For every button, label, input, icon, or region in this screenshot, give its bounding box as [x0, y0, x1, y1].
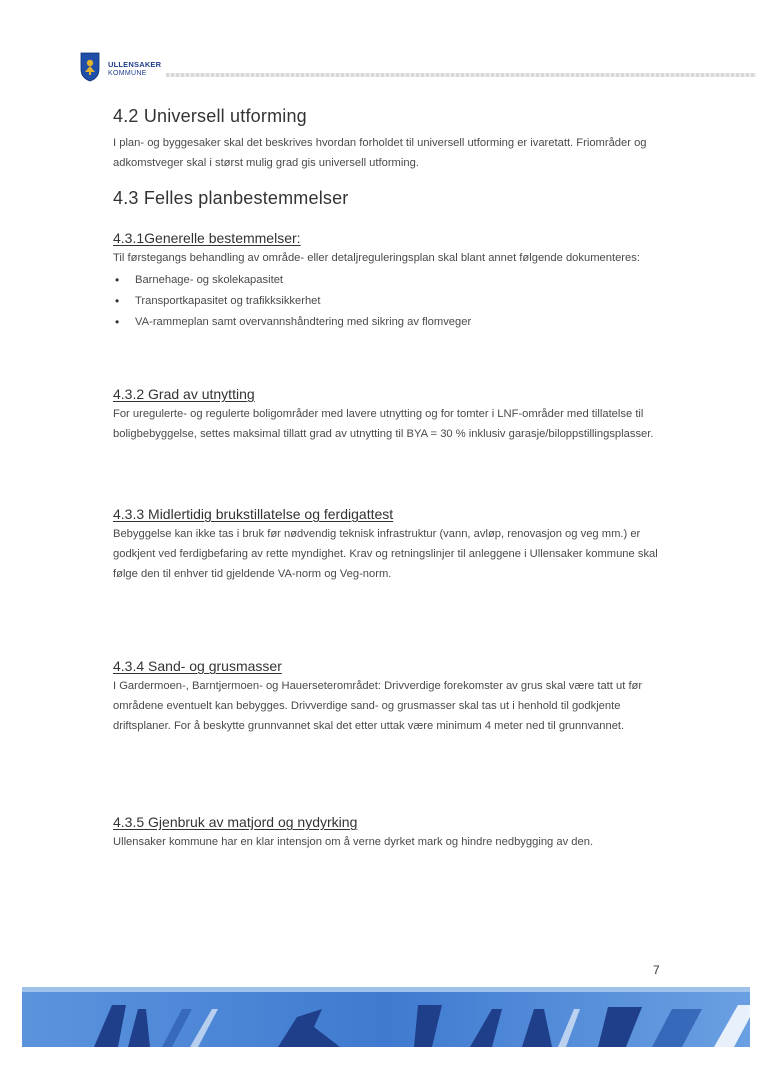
heading-4-2: 4.2 Universell utforming	[113, 106, 307, 126]
section-4-3	[113, 188, 673, 209]
heading-4-3-1: 4.3.1Generelle bestemmelser:	[113, 230, 301, 246]
heading-4-3-3: 4.3.3 Midlertidig brukstillatelse og ferdigattest	[113, 506, 394, 522]
heading-4-3-2: 4.3.2 Grad av utnytting	[113, 386, 255, 402]
org-sub: KOMMUNE	[108, 70, 147, 77]
list-item: • VA-rammeplan samt overvannshåndtering med sikring av flomveger	[113, 312, 673, 333]
paragraph-4-3-4: I Gardermoen-, Barntjermoen- og Hauerseterområdet: Drivverdige forekomster av grus skal være tatt ut før områdene eventuelt kan bebygges. Drivverdige sand- og grusmasser skal tas ut i henhold til godkjente driftsplaner. For å beskytte grunnvannet skal det etter uttak være minimum 4 meter ned til grunnvannet.	[113, 680, 643, 732]
section-4-3-1	[113, 230, 673, 333]
section-4-3-3	[113, 506, 673, 584]
org-name: ULLENSAKER	[108, 60, 162, 69]
paragraph-4-3-5: Ullensaker kommune har en klar intensjon om å verne dyrket mark og hindre nedbygging av den.	[113, 836, 594, 848]
section-4-3-2	[113, 386, 673, 444]
bullet-list-4-3-1	[113, 270, 673, 333]
section-4-3-4	[113, 658, 673, 736]
paragraph-4-3-2: For uregulerte- og regulerte boligområder med lavere utnytting og for tomter i LNF-områder med tillatelse til boligbebyggelse, settes maksimal tillatt grad av utnytting til BYA = 30 % inklusiv garasje/biloppstillingsplasser.	[113, 408, 654, 440]
page-number: 7	[653, 963, 660, 977]
paragraph-4-3-3: Bebyggelse kan ikke tas i bruk før nødvendig teknisk infrastruktur (vann, avløp, renovasjon og veg mm.) er godkjent ved ferdigbefaring av rette myndighet. Krav og retningslinjer til anleggene i Ullensaker kommune skal følge den til enhver tid gjeldende VA-norm og Veg-norm.	[113, 528, 658, 580]
list-item: • Transportkapasitet og trafikksikkerhet	[113, 291, 673, 312]
footer-band-graphic	[22, 987, 750, 1047]
page-header	[80, 52, 756, 92]
heading-4-3-5: 4.3.5 Gjenbruk av matjord og nydyrking	[113, 814, 358, 830]
paragraph-4-3-1: Til førstegangs behandling av område- eller detaljreguleringsplan skal blant annet følgende dokumenteres:	[113, 252, 640, 264]
paragraph-4-2: I plan- og byggesaker skal det beskrives hvordan forholdet til universell utforming er ivaretatt. Friområder og adkomstveger skal i størst mulig grad gis universell utforming.	[113, 137, 647, 169]
section-4-3-5	[113, 814, 673, 852]
crest-icon	[80, 52, 100, 82]
org-logo-text	[108, 60, 161, 78]
heading-4-3: 4.3 Felles planbestemmelser	[113, 188, 349, 208]
header-rule	[166, 73, 756, 77]
section-4-2	[113, 106, 673, 173]
list-item: • Barnehage- og skolekapasitet	[113, 270, 673, 291]
heading-4-3-4: 4.3.4 Sand- og grusmasser	[113, 658, 282, 674]
